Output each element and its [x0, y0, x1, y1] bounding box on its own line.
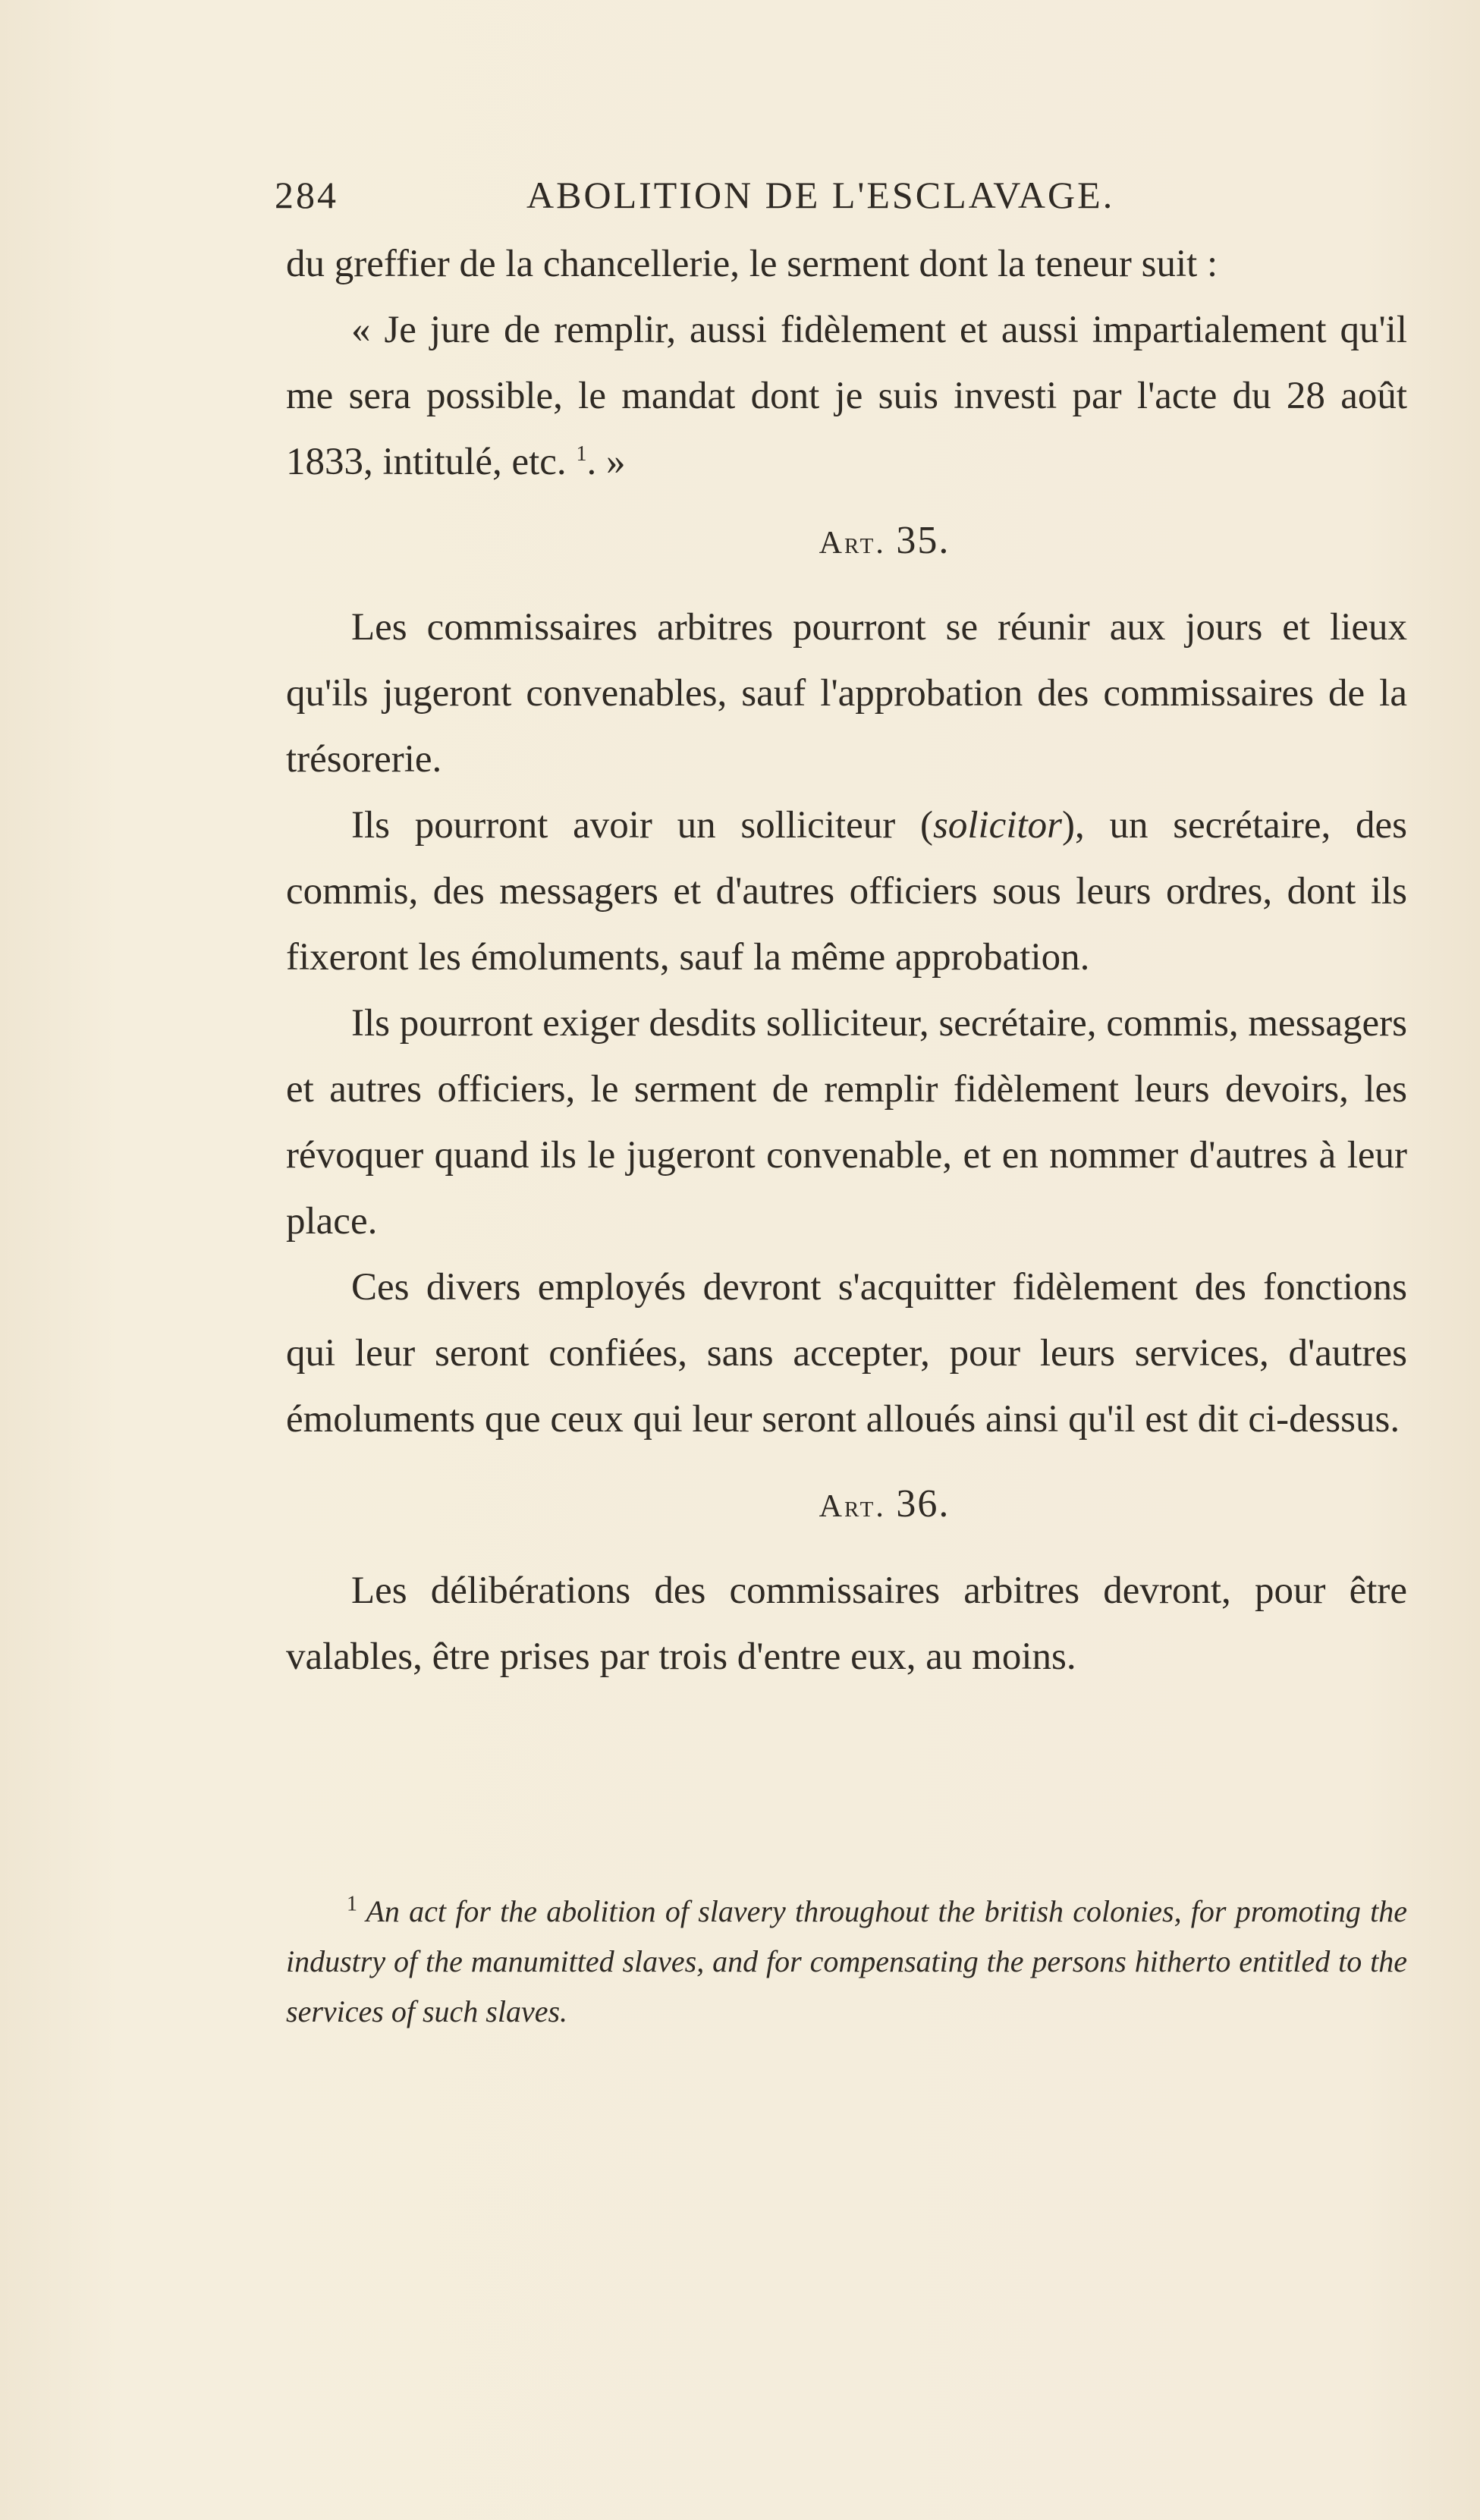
article-heading-35 — [286, 507, 1407, 577]
solicitor-term: solicitor — [933, 804, 1063, 847]
running-head — [275, 168, 1185, 222]
paragraph-deliberations: Les délibérations des commissaires arbitres devront, pour être valables, être prises par trois d'entre eux, au moins. — [286, 1570, 1407, 1678]
staff-text-start: Ils pourront avoir un solliciteur ( — [351, 804, 933, 847]
oath-close: . » — [586, 441, 626, 483]
article-number: 36. — [896, 1482, 951, 1526]
paragraph-duties: Ces divers employés devront s'acquitter fidèlement des fonctions qui leur seront confiées, sans accepter, pour leurs services, d'autres émoluments que ceux qui leur seront alloués ainsi qu'il est dit ci-dessus. — [286, 1266, 1407, 1441]
footnote — [286, 1887, 1407, 2037]
paragraph-meetings: Les commissaires arbitres pourront se réunir aux jours et lieux qu'ils jugeront convenables, sauf l'approbation des commissaires de la trésorerie. — [286, 606, 1407, 781]
footnote-marker: 1 — [347, 1892, 357, 1916]
footnote-reference — [576, 441, 586, 483]
paragraph-oath-text — [286, 297, 1407, 495]
article-heading-36 — [286, 1471, 1407, 1540]
spacer — [286, 1540, 1407, 1558]
page-number: 284 — [275, 174, 338, 216]
running-title: ABOLITION DE L'ESCLAVAGE. — [526, 174, 1115, 216]
article-label: Art. — [819, 526, 886, 561]
paragraph-oath-officers: Ils pourront exiger desdits solliciteur, secrétaire, commis, messagers et autres officiers, le serment de remplir fidèlement leurs devoirs, les révoquer quand ils le jugeront convenable, et en nommer d'autres à leur place. — [286, 1002, 1407, 1243]
oath-text: « Je jure de remplir, aussi fidèlement et aussi impartialement qu'il me sera possible, le mandat dont je suis investi par l'acte du 28 août 1833, intitulé, etc. — [286, 309, 1407, 483]
article-number: 35. — [896, 519, 951, 562]
article-label: Art. — [819, 1489, 886, 1524]
paragraph-oath-intro: du greffier de la chancellerie, le serment dont la teneur suit : — [286, 243, 1218, 285]
main-text — [286, 231, 1407, 1690]
footnote-text: An act for the abolition of slavery throughout the british colonies, for promoting the industry of the manumitted slaves, and for compensating the persons hitherto entitled to the services of such slaves. — [286, 1894, 1407, 2028]
paragraph-staff — [286, 793, 1407, 991]
staff-text-end: ), un secrétaire, des commis, des messagers et d'autres officiers sous leurs ordres, dont ils fixeront les émoluments, sauf la même approbation. — [286, 804, 1407, 979]
spacer — [286, 577, 1407, 595]
spacer — [286, 495, 1407, 507]
spacer — [286, 1453, 1407, 1471]
footnote-reference-marker: 1 — [576, 442, 587, 466]
